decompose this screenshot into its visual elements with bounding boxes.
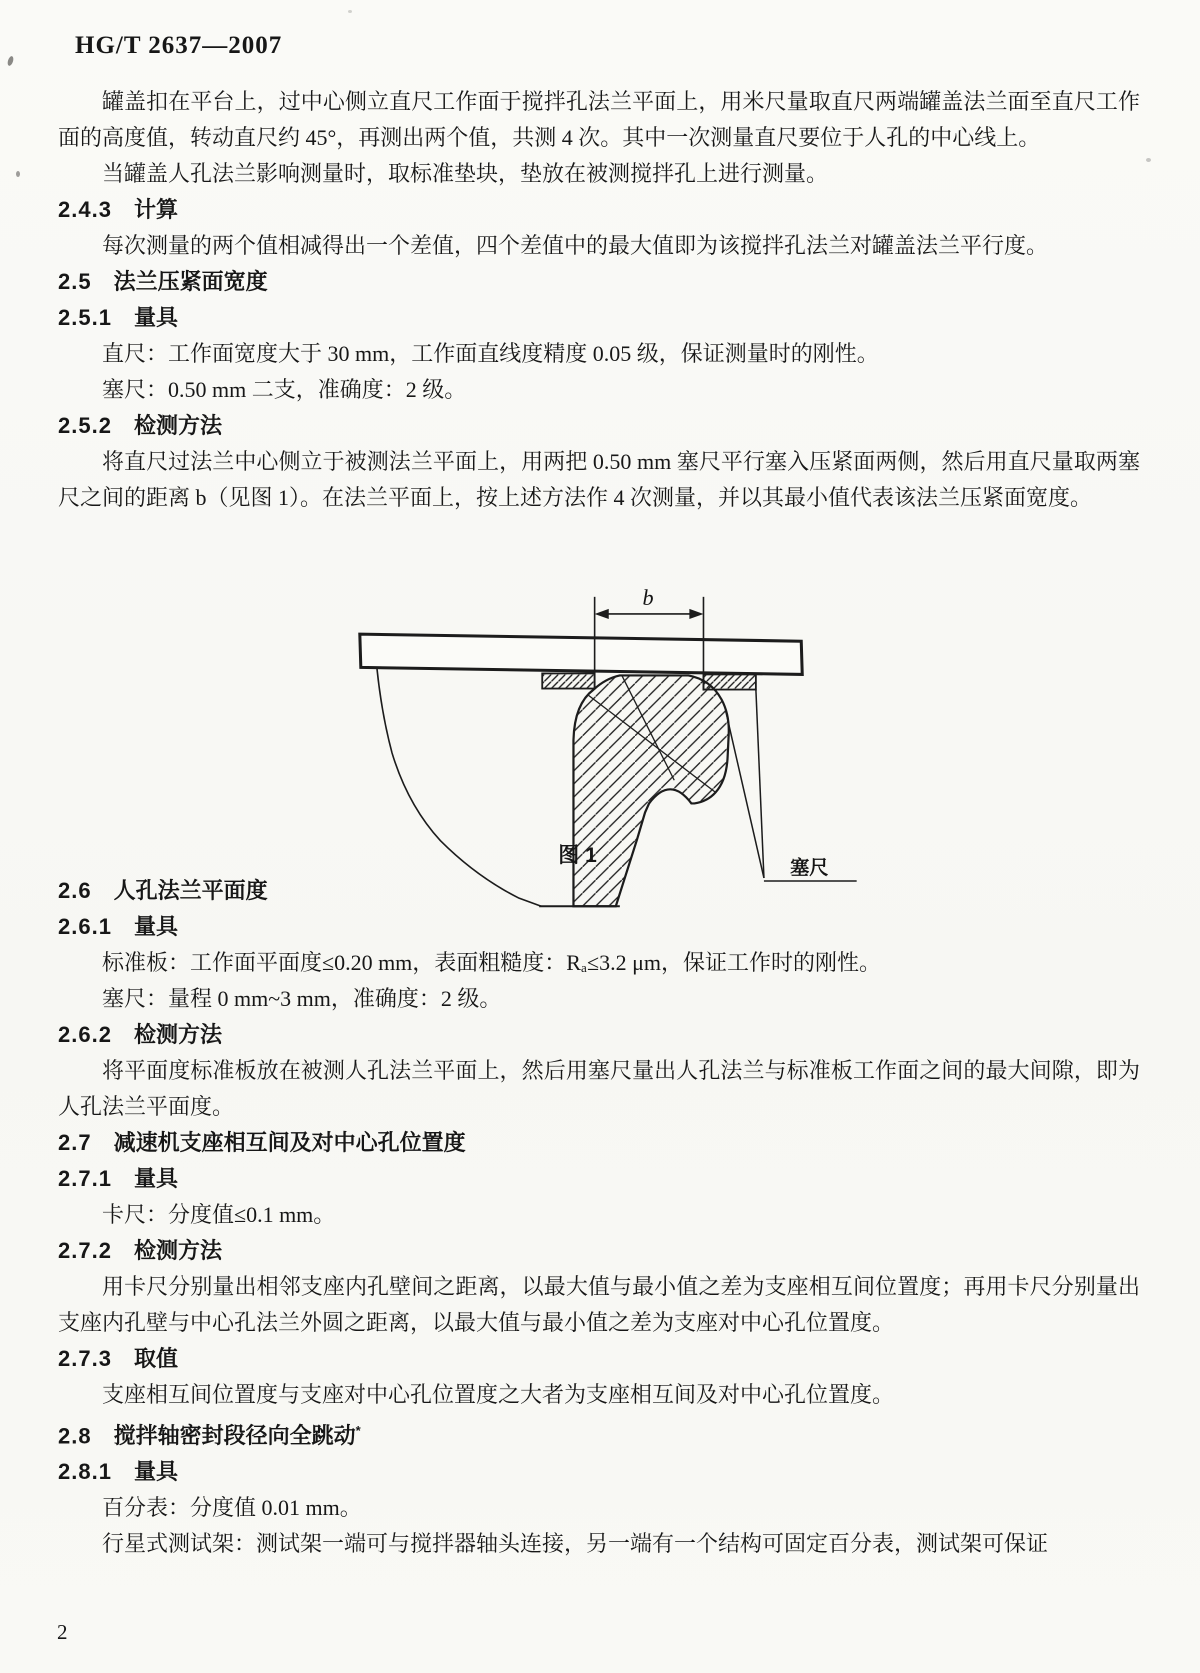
paragraph: 塞尺：0.50 mm 二支，准确度：2 级。 <box>102 377 467 402</box>
scan-speck <box>16 171 20 177</box>
section-heading-2-5: 2.5 法兰压紧面宽度 <box>58 269 268 294</box>
paragraph: 将直尺过法兰中心侧立于被测法兰平面上，用两把 0.50 mm 塞尺平行塞入压紧面两侧，然后用直尺量取两塞尺之间的距离 b（见图 1）。在法兰平面上，按上述方法作 4 次测量，并以其最小值代表该法兰压紧面宽度。 <box>58 449 1140 510</box>
arrowhead-right <box>689 609 703 619</box>
figure-1-flange-cross-section <box>255 526 900 879</box>
dimension-label-b: b <box>642 584 654 610</box>
section-heading-2-5-1: 2.5.1 量具 <box>58 305 178 330</box>
paragraph: 直尺：工作面宽度大于 30 mm，工作面直线度精度 0.05 级，保证测量时的刚性。 <box>102 341 879 366</box>
footnote-marker: * <box>355 1423 361 1438</box>
paragraph: 标准板：工作面平面度≤0.20 mm，表面粗糙度：Rₐ≤3.2 μm，保证工作时的刚性。 <box>102 950 881 975</box>
feeler-gauge-label: 塞尺 <box>790 857 829 879</box>
paragraph: 塞尺：量程 0 mm~3 mm，准确度：2 级。 <box>102 986 502 1011</box>
section-heading-2-8-1: 2.8.1 量具 <box>58 1459 178 1485</box>
paragraph: 当罐盖人孔法兰影响测量时，取标准垫块，垫放在被测搅拌孔上进行测量。 <box>102 161 829 186</box>
arrowhead-left <box>595 609 609 619</box>
feeler-gauge-left <box>542 673 594 688</box>
scan-speck <box>1146 158 1151 162</box>
paragraph: 支座相互间位置度与支座对中心孔位置度之大者为支座相互间及对中心孔位置度。 <box>102 1382 895 1407</box>
paragraph: 罐盖扣在平台上，过中心侧立直尺工作面于搅拌孔法兰平面上，用米尺量取直尺两端罐盖法兰面至直尺工作面的高度值，转动直尺约 45°，再测出两个值，共测 4 次。其中一次测量直尺要位于人孔的中心线上。 <box>58 89 1140 150</box>
section-heading-2-7: 2.7 减速机支座相互间及对中心孔位置度 <box>58 1130 466 1155</box>
paragraph: 用卡尺分别量出相邻支座内孔壁间之距离，以最大值与最小值之差为支座相互间位置度；再用卡尺分别量出支座内孔壁与中心孔法兰外圆之距离，以最大值与最小值之差为支座对中心孔位置度。 <box>58 1274 1140 1335</box>
section-heading-2-6-2: 2.6.2 检测方法 <box>58 1022 222 1047</box>
section-heading-2-7-3: 2.7.3 取值 <box>58 1346 178 1371</box>
figure-caption: 图 1 <box>558 844 597 867</box>
straightedge-bar <box>360 634 802 674</box>
section-heading-2-8: 2.8 搅拌轴密封段径向全跳动* <box>58 1423 361 1449</box>
section-heading-2-4-3: 2.4.3 计算 <box>58 197 178 222</box>
section-heading-2-5-2: 2.5.2 检测方法 <box>58 413 222 438</box>
section-heading-2-6: 2.6 人孔法兰平面度 <box>58 878 268 903</box>
section-heading-2-7-2: 2.7.2 检测方法 <box>58 1238 222 1263</box>
section-heading-2-6-1: 2.6.1 量具 <box>58 914 178 939</box>
paragraph: 将平面度标准板放在被测人孔法兰平面上，然后用塞尺量出人孔法兰与标准板工作面之间的最大间隙，即为人孔法兰平面度。 <box>58 1058 1140 1119</box>
paragraph: 每次测量的两个值相减得出一个差值，四个差值中的最大值即为该搅拌孔法兰对罐盖法兰平行度。 <box>102 233 1049 258</box>
page-number: 2 <box>57 1620 68 1644</box>
section-heading-2-7-1: 2.7.1 量具 <box>58 1166 178 1191</box>
standard-number-header: HG/T 2637—2007 <box>75 32 283 59</box>
scan-speck <box>7 55 15 66</box>
paragraph: 行星式测试架：测试架一端可与搅拌器轴头连接，另一端有一个结构可固定百分表，测试架可保证 <box>102 1531 1049 1557</box>
scan-speck <box>348 10 352 13</box>
document-body <box>58 84 1140 1562</box>
paragraph: 百分表：分度值 0.01 mm。 <box>102 1495 362 1521</box>
paragraph: 卡尺：分度值≤0.1 mm。 <box>102 1202 336 1227</box>
